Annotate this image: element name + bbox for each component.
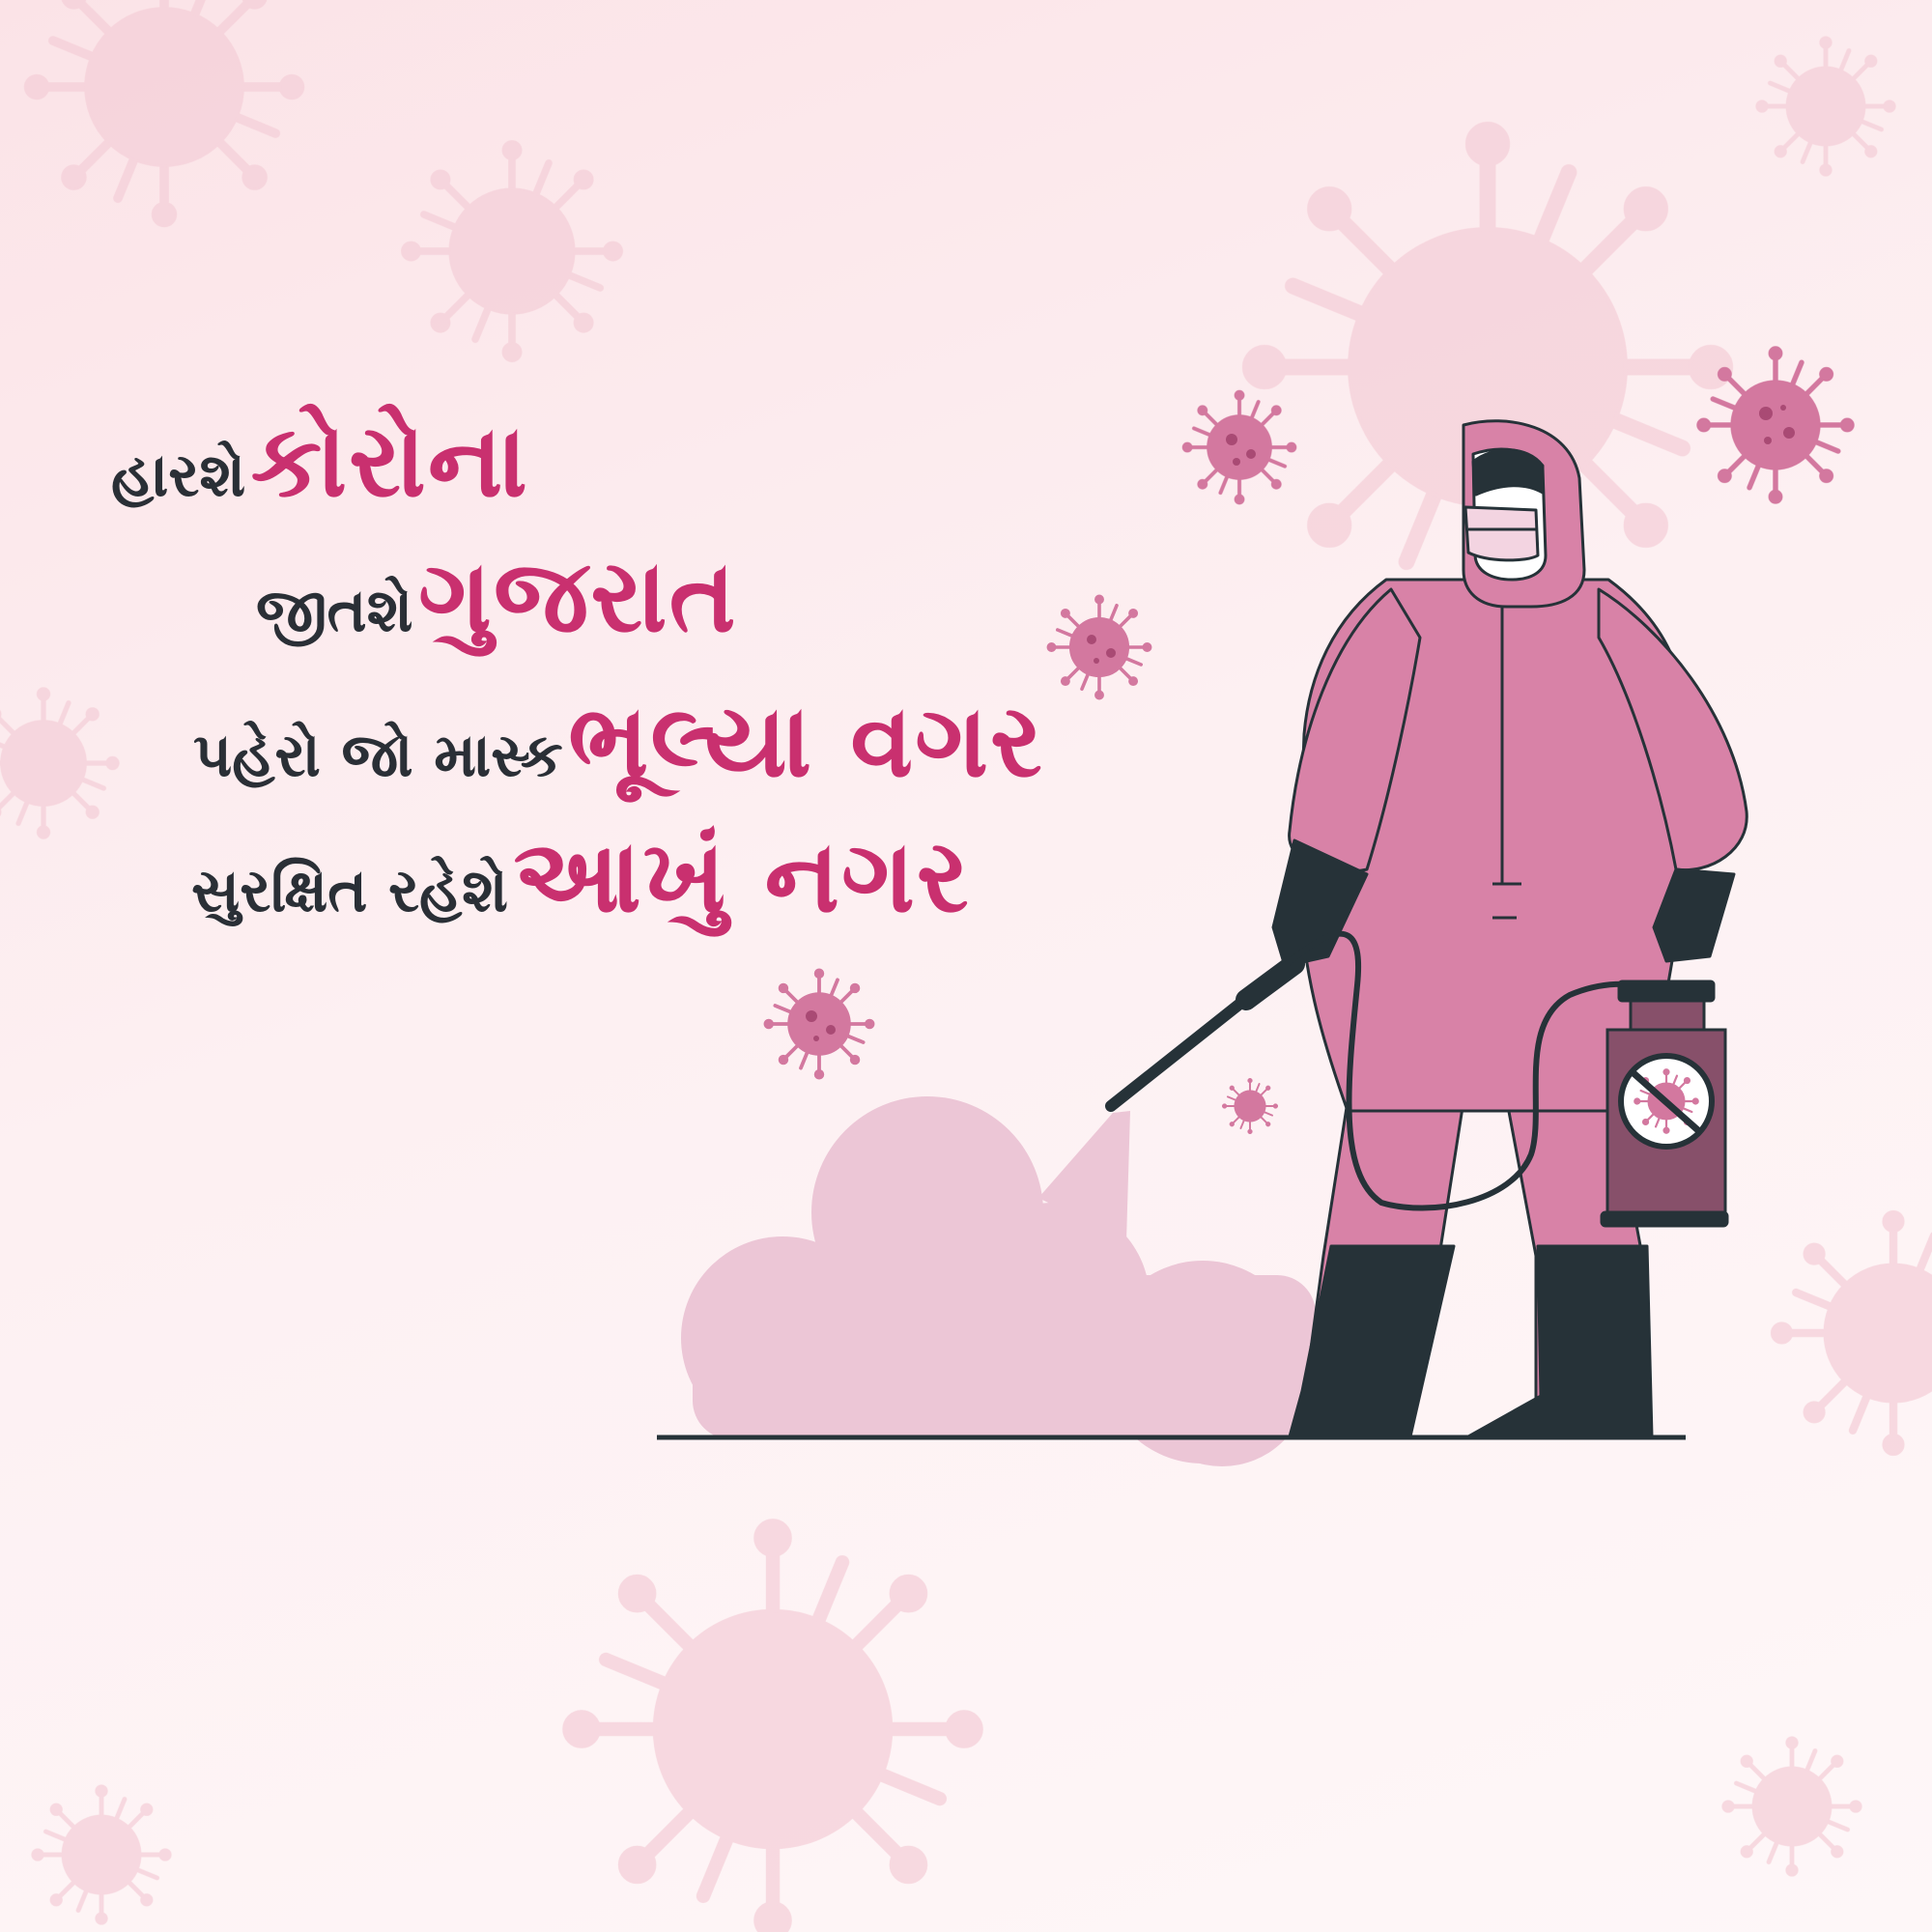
slogan-line-2-highlight: ગુજરાત (418, 537, 738, 655)
slogan-line-2 (256, 537, 738, 655)
slogan-line-1 (111, 402, 529, 520)
slogan-line-3-plain: પહેરો જો માસ્ક (193, 720, 563, 790)
slogan-line-4-highlight: આખું નગર (513, 817, 971, 935)
no-virus-icon (1621, 1056, 1712, 1147)
slogan-line-4-plain: સુરક્ષિત રહેશે (191, 855, 508, 925)
slogan-line-3 (193, 682, 1044, 800)
slogan-line-3-highlight: ભૂલ્યા વગર (568, 682, 1044, 800)
slogan-line-2-plain: જીતશે (256, 575, 413, 645)
hazmat-worker (1273, 421, 1747, 1436)
slogan-line-1-highlight: કોરોના (250, 402, 529, 520)
slogan-line-1-plain: હારશે (111, 440, 246, 510)
slogan-line-4 (191, 817, 971, 935)
disinfectant-cloud (681, 1096, 1316, 1466)
